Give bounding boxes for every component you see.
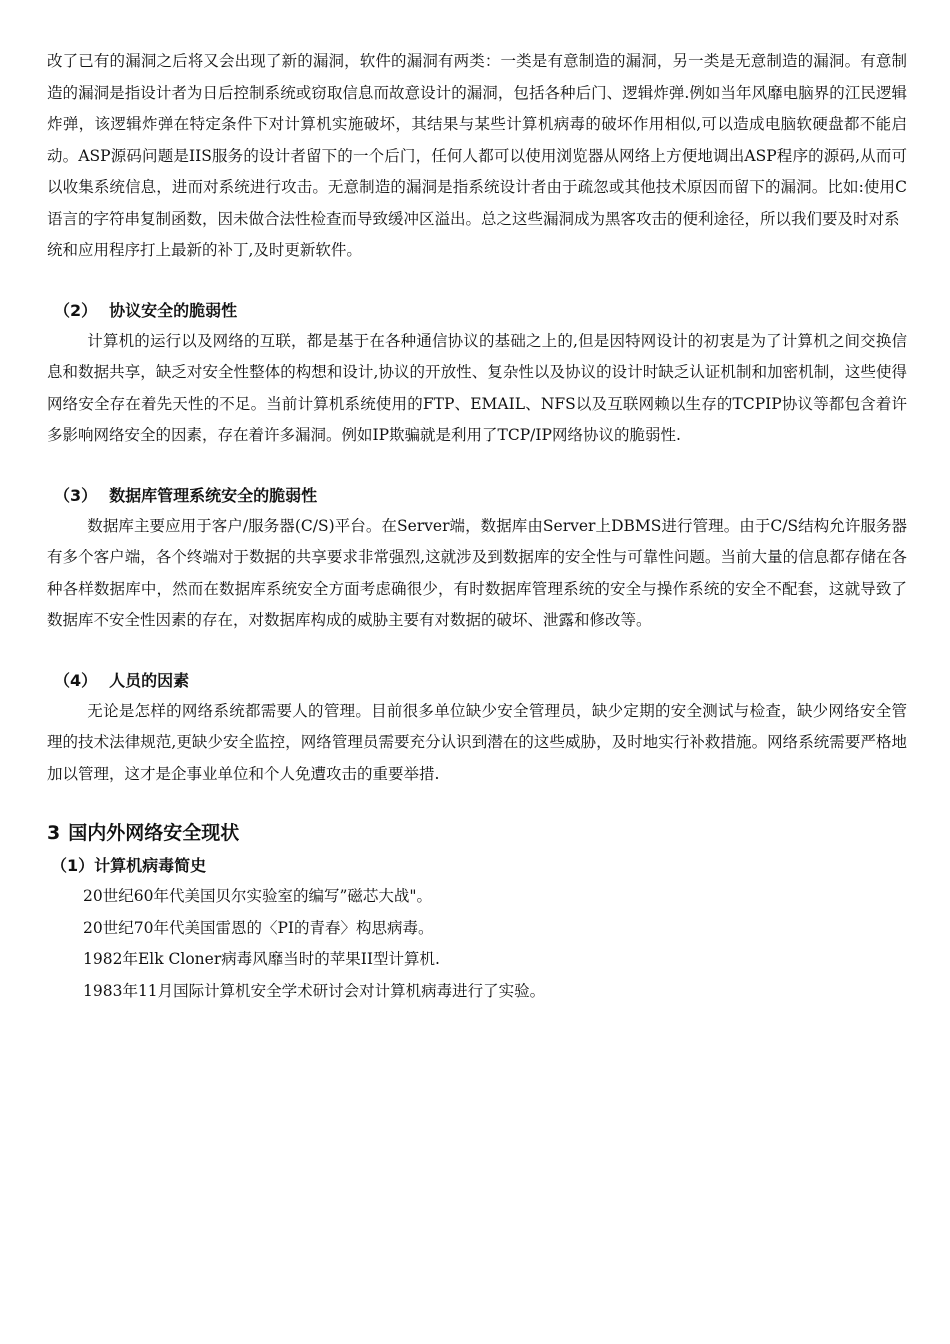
- section-heading-protocol: [47, 295, 907, 326]
- section-heading-personnel: [47, 665, 907, 696]
- document-page: [47, 46, 907, 1007]
- chapter-title: 国内外网络安全现状: [68, 822, 240, 844]
- section-heading-database: [47, 480, 907, 511]
- section-title: 协议安全的脆弱性: [109, 300, 238, 320]
- list-item: 1982年Elk Cloner病毒风靡当时的苹果II型计算机.: [83, 950, 440, 968]
- section-number: （2）: [54, 300, 98, 320]
- intro-paragraph-continued: 统和应用程序打上最新的补丁,及时更新软件。: [47, 241, 362, 259]
- section-title: 人员的因素: [109, 670, 190, 690]
- section-title: 数据库管理系统安全的脆弱性: [109, 485, 318, 505]
- section-number: （4）: [54, 670, 98, 690]
- list-item: 1983年11月国际计算机安全学术研讨会对计算机病毒进行了实验。: [83, 981, 546, 1000]
- list-item: 20世纪70年代美国雷恩的〈PI的青春〉构思病毒。: [83, 918, 434, 937]
- chapter-number: 3: [47, 822, 61, 844]
- intro-paragraph: 改了已有的漏洞之后将又会出现了新的漏洞，软件的漏洞有两类：一类是有意制造的漏洞，另一类是无意制造的漏洞。有意制造的漏洞是指设计者为日后控制系统或窃取信息而故意设计的漏洞，包括各种后门、逻辑炸弹.例如当年风靡电脑界的江民逻辑炸弹，该逻辑炸弹在特定条件下对计算机实施破坏，其结果与某些计算机病毒的破坏作用相似,可以造成电脑软硬盘都不能启动。ASP源码问题是IIS服务的设计者留下的一个后门，任何人都可以使用浏览器从网络上方便地调出ASP程序的源码,从而可以收集系统信息，进而对系统进行攻击。无意制造的漏洞是指系统设计者由于疏忽或其他技术原因而留下的漏洞。比如:使用C语言的字符串复制函数，因未做合法性检查而导致缓冲区溢出。总之这些漏洞成为黑客攻击的便利途径，所以我们要及时对系: [47, 52, 907, 228]
- virus-history-list: [47, 881, 907, 1007]
- list-item: 20世纪60年代美国贝尔实验室的编写”磁芯大战"。: [83, 887, 433, 905]
- subsection-number: （1）: [51, 856, 95, 875]
- chapter-heading: [47, 816, 907, 850]
- section-body-protocol: 计算机的运行以及网络的互联，都是基于在各种通信协议的基础之上的,但是因特网设计的初衷是为了计算机之间交换信息和数据共享，缺乏对安全性整体的构想和设计,协议的开放性、复杂性以及协议的设计时缺乏认证机制和加密机制，这些使得网络安全存在着先天性的不足。当前计算机系统使用的FTP、EMAIL、NFS以及互联网赖以生存的TCPIP协议等都包含着许多影响网络安全的因素，存在着许多漏洞。例如IP欺骗就是利用了TCP/IP网络协议的脆弱性.: [47, 331, 907, 444]
- subsection-title: 计算机病毒简史: [94, 856, 207, 875]
- section-body-database: 数据库主要应用于客户/服务器(C/S)平台。在Server端，数据库由Server上DBMS进行管理。由于C/S结构允许服务器有多个客户端，各个终端对于数据的共享要求非常强烈,这就涉及到数据库的安全性与可靠性问题。当前大量的信息都存储在各种各样数据库中，然而在数据库系统安全方面考虑确很少，有时数据库管理系统的安全与操作系统的安全不配套，这就导致了数据库不安全性因素的存在，对数据库构成的威胁主要有对数据的破坏、泄露和修改等。: [47, 516, 907, 629]
- section-number: （3）: [54, 485, 98, 505]
- subsection-heading-virus-history: [47, 850, 907, 881]
- section-body-personnel: 无论是怎样的网络系统都需要人的管理。目前很多单位缺少安全管理员，缺少定期的安全测试与检查，缺少网络安全管理的技术法律规范,更缺少安全监控，网络管理员需要充分认识到潜在的这些威胁，及时地实行补救措施。网络系统需要严格地加以管理，这才是企事业单位和个人免遭攻击的重要举措.: [47, 701, 907, 783]
